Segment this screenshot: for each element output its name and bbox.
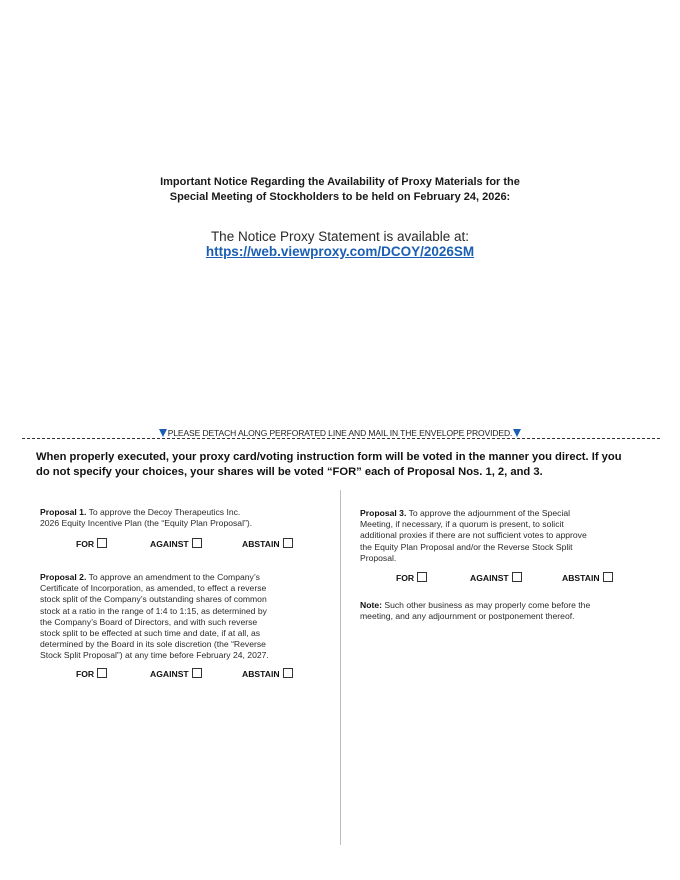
down-triangle-icon [513, 429, 521, 437]
proposal-2-text: the Company’s Board of Directors, and with such reverse [40, 616, 258, 627]
proposal-3-against-option[interactable] [470, 572, 522, 583]
instruction-line-2: do not specify your choices, your shares will be voted “FOR” each of Proposal Nos. 1, 2, and 3. [36, 466, 543, 478]
proposal-2-text: determined by the Board in its sole discretion (the “Reverse [40, 639, 266, 650]
abstain-label: ABSTAIN [562, 573, 600, 583]
availability-label: The Notice Proxy Statement is available at: [210, 229, 470, 244]
abstain-label: ABSTAIN [242, 669, 280, 679]
proposal-3-label: Proposal 3. [360, 508, 407, 518]
proposal-3-text: Meeting, if necessary, if a quorum is present, to solicit [360, 519, 564, 530]
proposal-2-text: stock at a ratio in the range of 1:4 to 1:15, as determined by [40, 605, 267, 616]
note-text: meeting, and any adjournment or postponement thereof. [360, 611, 575, 622]
checkbox[interactable] [97, 538, 107, 548]
proposal-2-label: Proposal 2. [40, 572, 87, 582]
proposal-2-text: Stock Split Proposal”) at any time before February 24, 2027. [40, 650, 269, 661]
proxy-statement-link[interactable]: https://web.viewproxy.com/DCOY/2026SM [205, 244, 475, 259]
proposal-3-abstain-option[interactable] [562, 572, 613, 583]
proposal-1-abstain-option[interactable] [242, 538, 293, 549]
detach-text: PLEASE DETACH ALONG PERFORATED LINE AND MAIL IN THE ENVELOPE PROVIDED. [167, 428, 513, 438]
detach-instruction [0, 428, 680, 438]
notice-line-1: Important Notice Regarding the Availability of Proxy Materials for the [160, 176, 520, 188]
abstain-label: ABSTAIN [242, 539, 280, 549]
proposal-1-text: To approve the Decoy Therapeutics Inc. [88, 507, 241, 517]
checkbox[interactable] [283, 668, 293, 678]
proxy-availability-notice [0, 175, 680, 205]
column-divider [340, 490, 341, 845]
checkbox[interactable] [417, 572, 427, 582]
notice-line-2: Special Meeting of Stockholders to be held on February 24, 2026: [169, 191, 511, 203]
proposal-2-text: stock split to be effected at such time and date, if at all, as [40, 628, 261, 639]
checkbox[interactable] [97, 668, 107, 678]
checkbox[interactable] [283, 538, 293, 548]
checkbox[interactable] [603, 572, 613, 582]
proposal-3-text: Proposal. [360, 552, 397, 563]
proposal-2-abstain-option[interactable] [242, 668, 293, 679]
note-text: Such other business as may properly come before the [384, 600, 591, 610]
proposal-1-against-option[interactable] [150, 538, 202, 549]
proposal-2-text: stock split of the Company’s outstanding shares of common [40, 594, 267, 605]
against-label: AGAINST [150, 669, 189, 679]
note-label: Note: [360, 600, 382, 610]
proposal-3 [360, 508, 587, 564]
proposal-3-text: additional proxies if there are not sufficient votes to approve [360, 530, 587, 541]
proposal-2 [40, 572, 269, 662]
against-label: AGAINST [150, 539, 189, 549]
proposal-2-text: Certificate of Incorporation, as amended, to effect a reverse [40, 583, 267, 594]
proposal-1 [40, 507, 252, 529]
checkbox[interactable] [192, 668, 202, 678]
for-label: FOR [76, 539, 95, 549]
proposal-3-text: the Equity Plan Proposal and/or the Reverse Stock Split [360, 541, 573, 552]
checkbox[interactable] [512, 572, 522, 582]
proposal-1-for-option[interactable] [76, 538, 107, 549]
proposal-3-text: To approve the adjournment of the Special [408, 508, 571, 518]
for-label: FOR [396, 573, 415, 583]
note [360, 600, 590, 622]
down-triangle-icon [159, 429, 167, 437]
voting-instruction [36, 450, 648, 480]
proposal-1-label: Proposal 1. [40, 507, 87, 517]
proposal-2-against-option[interactable] [150, 668, 202, 679]
checkbox[interactable] [192, 538, 202, 548]
proposal-3-for-option[interactable] [396, 572, 427, 583]
against-label: AGAINST [470, 573, 509, 583]
proposal-2-text: To approve an amendment to the Company’s [88, 572, 260, 582]
proposal-2-for-option[interactable] [76, 668, 107, 679]
perforated-line [22, 438, 660, 439]
for-label: FOR [76, 669, 95, 679]
proposal-1-text: 2026 Equity Incentive Plan (the “Equity Plan Proposal”). [40, 518, 253, 529]
instruction-line-1: When properly executed, your proxy card/voting instruction form will be voted in the manner you direct. If you [36, 451, 622, 463]
